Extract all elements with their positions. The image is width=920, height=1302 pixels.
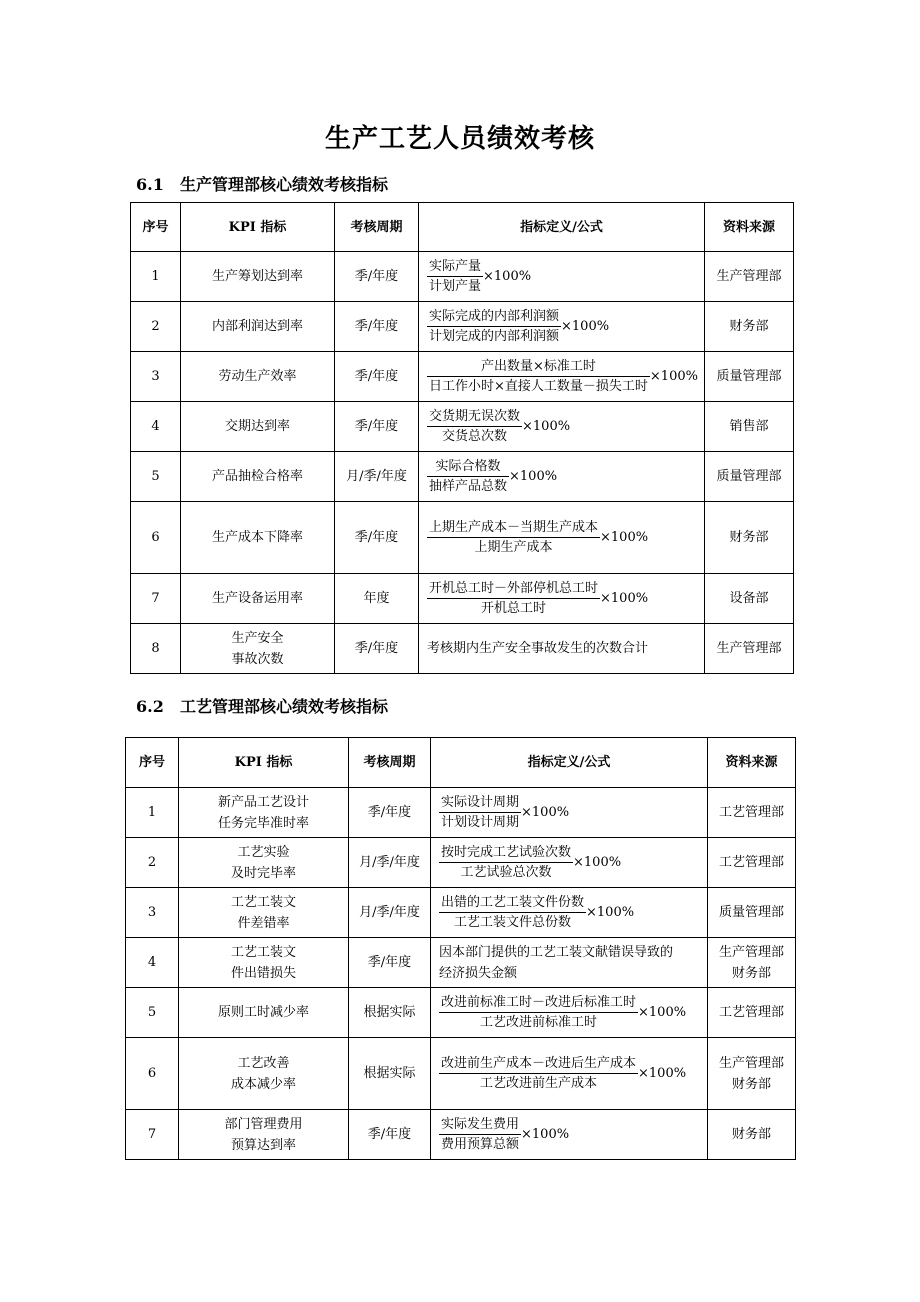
- row-number: 5: [131, 452, 181, 502]
- formula-numerator: 改进前生产成本－改进后生产成本: [439, 1055, 638, 1074]
- kpi-table-process: [125, 737, 796, 1160]
- formula-cell: [431, 888, 708, 938]
- row-number: 7: [131, 574, 181, 624]
- header-source: 资料来源: [708, 738, 796, 788]
- formula-numerator: 上期生产成本－当期生产成本: [427, 519, 600, 538]
- formula-fraction: [427, 308, 561, 345]
- kpi-name: [179, 788, 349, 838]
- formula-numerator: 出错的工艺工装文件份数: [439, 894, 586, 913]
- kpi-name-line: 工艺工装文: [230, 944, 296, 960]
- header-no: 序号: [126, 738, 179, 788]
- header-formula: 指标定义/公式: [431, 738, 708, 788]
- data-source-line: 生产管理部: [716, 641, 782, 656]
- assessment-period: 季/年度: [335, 402, 419, 452]
- formula-cell: [419, 352, 705, 402]
- assessment-period: 月/季/年度: [349, 888, 431, 938]
- section-1-heading: [136, 172, 388, 195]
- formula-cell: [431, 838, 708, 888]
- kpi-name-line: 生产设备运用率: [211, 591, 303, 606]
- formula-numerator: 实际发生费用: [439, 1116, 521, 1135]
- kpi-name: [179, 938, 349, 988]
- assessment-period: 根据实际: [349, 988, 431, 1038]
- kpi-name-line: 工艺改善: [237, 1055, 290, 1071]
- formula-cell: [431, 1038, 708, 1110]
- assessment-period: 季/年度: [335, 302, 419, 352]
- formula-numerator: 实际设计周期: [439, 794, 521, 813]
- assessment-period: 季/年度: [349, 1110, 431, 1160]
- kpi-table-production: [130, 202, 794, 674]
- header-no: 序号: [131, 203, 181, 252]
- table-row: [131, 452, 794, 502]
- data-source: [705, 452, 794, 502]
- data-source-line: 设备部: [729, 591, 769, 606]
- assessment-period: 季/年度: [335, 252, 419, 302]
- kpi-name-line: 劳动生产效率: [218, 369, 297, 384]
- header-period: 考核周期: [349, 738, 431, 788]
- row-number: 3: [131, 352, 181, 402]
- kpi-name-line: 新产品工艺设计: [217, 794, 309, 810]
- data-source-line: 工艺管理部: [718, 855, 784, 870]
- formula-multiplier: ×100%: [561, 319, 610, 334]
- kpi-name-line: 生产成本下降率: [211, 530, 303, 545]
- assessment-period: 月/季/年度: [335, 452, 419, 502]
- formula-numerator: 交货期无误次数: [427, 408, 522, 427]
- row-number: 1: [131, 252, 181, 302]
- kpi-name-line: 工艺实验: [237, 844, 290, 860]
- data-source-line: 销售部: [729, 419, 769, 434]
- kpi-name-line: 生产安全: [231, 630, 284, 646]
- formula-multiplier: ×100%: [521, 1127, 570, 1142]
- formula-fraction: [439, 844, 573, 881]
- formula-fraction: [427, 519, 600, 556]
- data-source: [708, 1110, 796, 1160]
- data-source: [705, 302, 794, 352]
- data-source-line: 财务部: [729, 319, 769, 334]
- formula-denominator: 抽样产品总数: [429, 479, 508, 494]
- formula-text-line: 经济损失金额: [439, 965, 518, 981]
- data-source: [705, 352, 794, 402]
- page-title: 生产工艺人员绩效考核: [324, 124, 595, 154]
- formula-numerator: 实际完成的内部利润额: [427, 308, 561, 327]
- assessment-period: 月/季/年度: [349, 838, 431, 888]
- table-row: [131, 624, 794, 674]
- kpi-name: [181, 624, 335, 674]
- formula-multiplier: ×100%: [638, 1005, 687, 1020]
- data-source: [708, 1038, 796, 1110]
- kpi-name: [179, 1038, 349, 1110]
- table-row: [126, 788, 796, 838]
- row-number: 2: [131, 302, 181, 352]
- table-row: [126, 888, 796, 938]
- row-number: 1: [126, 788, 179, 838]
- row-number: 6: [131, 502, 181, 574]
- data-source-line: 财务部: [731, 1076, 771, 1092]
- formula-cell: [419, 574, 705, 624]
- data-source: [705, 624, 794, 674]
- formula-numerator: 改进前标准工时－改进后标准工时: [439, 994, 638, 1013]
- formula-numerator: 按时完成工艺试验次数: [439, 844, 573, 863]
- data-source-line: 质量管理部: [716, 369, 782, 384]
- table-row: [126, 938, 796, 988]
- kpi-name: [181, 574, 335, 624]
- assessment-period: 季/年度: [349, 938, 431, 988]
- formula-denominator: 开机总工时: [481, 601, 547, 616]
- table-row: [126, 838, 796, 888]
- kpi-name-line: 及时完毕率: [230, 865, 296, 881]
- table-row: [126, 988, 796, 1038]
- kpi-name-line: 件差错率: [237, 915, 290, 931]
- kpi-name: [181, 352, 335, 402]
- formula-multiplier: ×100%: [483, 269, 532, 284]
- formula-fraction: [439, 1116, 521, 1153]
- kpi-name-line: 生产筹划达到率: [211, 269, 303, 284]
- formula-denominator: 工艺试验总次数: [460, 865, 552, 880]
- kpi-name: [179, 988, 349, 1038]
- formula-denominator: 费用预算总额: [441, 1137, 520, 1152]
- section-1-title: 生产管理部核心绩效考核指标: [180, 175, 389, 194]
- kpi-name-line: 交期达到率: [224, 419, 290, 434]
- data-source-line: 生产管理部: [718, 944, 784, 960]
- kpi-name-line: 件出错损失: [230, 965, 296, 981]
- row-number: 8: [131, 624, 181, 674]
- formula-cell: [419, 452, 705, 502]
- kpi-name-line: 内部利润达到率: [211, 319, 303, 334]
- kpi-name-line: 事故次数: [231, 651, 284, 667]
- data-source: [705, 402, 794, 452]
- kpi-name: [181, 252, 335, 302]
- formula-multiplier: ×100%: [649, 369, 698, 384]
- formula-denominator: 日工作小时×直接人工数量－损失工时: [429, 379, 648, 394]
- section-2-heading: [136, 694, 388, 717]
- data-source-line: 财务部: [731, 1127, 771, 1142]
- data-source: [708, 838, 796, 888]
- formula-cell: [431, 788, 708, 838]
- row-number: 4: [131, 402, 181, 452]
- kpi-name-line: 产品抽检合格率: [211, 469, 303, 484]
- kpi-name: [179, 838, 349, 888]
- header-kpi: KPI 指标: [181, 203, 335, 252]
- formula-denominator: 计划设计周期: [441, 815, 520, 830]
- formula-fraction: [427, 358, 650, 395]
- kpi-name: [181, 452, 335, 502]
- kpi-name-line: 工艺工装文: [230, 894, 296, 910]
- data-source-line: 生产管理部: [716, 269, 782, 284]
- data-source: [705, 574, 794, 624]
- table-header-row: [126, 738, 796, 788]
- formula-text-line: 因本部门提供的工艺工装文献错误导致的: [439, 944, 674, 960]
- data-source-line: 工艺管理部: [718, 805, 784, 820]
- formula-cell: [431, 1110, 708, 1160]
- formula-multiplier: ×100%: [573, 855, 622, 870]
- kpi-name-line: 部门管理费用: [224, 1116, 303, 1132]
- formula-denominator: 计划完成的内部利润额: [429, 329, 560, 344]
- formula-fraction: [427, 458, 509, 495]
- formula-cell: [419, 502, 705, 574]
- formula-fraction: [427, 408, 522, 445]
- data-source-line: 质量管理部: [716, 469, 782, 484]
- formula-multiplier: ×100%: [600, 530, 649, 545]
- row-number: 4: [126, 938, 179, 988]
- formula-denominator: 工艺改进前标准工时: [480, 1015, 598, 1030]
- formula-cell: [431, 988, 708, 1038]
- kpi-name: [179, 888, 349, 938]
- data-source-line: 财务部: [731, 965, 771, 981]
- formula-text-line: 考核期内生产安全事故发生的次数合计: [427, 641, 649, 656]
- formula-multiplier: ×100%: [521, 805, 570, 820]
- formula-numerator: 实际产量: [427, 258, 483, 277]
- data-source: [705, 252, 794, 302]
- table-row: [131, 402, 794, 452]
- row-number: 3: [126, 888, 179, 938]
- section-1-number: 6.1: [136, 175, 164, 194]
- formula-cell: [419, 402, 705, 452]
- formula-cell: [419, 252, 705, 302]
- formula-numerator: 实际合格数: [427, 458, 509, 477]
- header-formula: 指标定义/公式: [419, 203, 705, 252]
- table-row: [131, 302, 794, 352]
- data-source: [705, 502, 794, 574]
- kpi-name: [179, 1110, 349, 1160]
- row-number: 5: [126, 988, 179, 1038]
- data-source: [708, 888, 796, 938]
- formula-cell: [419, 302, 705, 352]
- formula-numerator: 产出数量×标准工时: [427, 358, 650, 377]
- formula-fraction: [439, 794, 521, 831]
- table-row: [131, 502, 794, 574]
- formula-fraction: [439, 994, 638, 1031]
- formula-fraction: [427, 580, 600, 617]
- data-source: [708, 788, 796, 838]
- section-2-number: 6.2: [136, 697, 164, 716]
- kpi-name-line: 预算达到率: [230, 1137, 296, 1153]
- formula-denominator: 上期生产成本: [474, 540, 553, 555]
- data-source-line: 财务部: [729, 530, 769, 545]
- table-row: [131, 574, 794, 624]
- data-source: [708, 938, 796, 988]
- table-row: [131, 252, 794, 302]
- section-2-title: 工艺管理部核心绩效考核指标: [180, 697, 389, 716]
- kpi-name: [181, 402, 335, 452]
- formula-multiplier: ×100%: [586, 905, 635, 920]
- table-row: [131, 352, 794, 402]
- kpi-name-line: 成本减少率: [230, 1076, 296, 1092]
- kpi-name-line: 原则工时减少率: [217, 1005, 309, 1020]
- data-source-line: 生产管理部: [718, 1055, 784, 1071]
- row-number: 2: [126, 838, 179, 888]
- table-row: [126, 1110, 796, 1160]
- kpi-name: [181, 302, 335, 352]
- header-period: 考核周期: [335, 203, 419, 252]
- formula-denominator: 工艺工装文件总份数: [454, 915, 572, 930]
- formula-denominator: 计划产量: [429, 279, 482, 294]
- row-number: 6: [126, 1038, 179, 1110]
- formula-fraction: [439, 894, 586, 931]
- formula-multiplier: ×100%: [638, 1066, 687, 1081]
- data-source-line: 质量管理部: [718, 905, 784, 920]
- formula-fraction: [427, 258, 483, 295]
- table-header-row: [131, 203, 794, 252]
- row-number: 7: [126, 1110, 179, 1160]
- data-source: [708, 988, 796, 1038]
- formula-cell: [419, 624, 705, 674]
- formula-cell: [431, 938, 708, 988]
- formula-numerator: 开机总工时－外部停机总工时: [427, 580, 600, 599]
- assessment-period: 季/年度: [335, 502, 419, 574]
- assessment-period: 根据实际: [349, 1038, 431, 1110]
- formula-multiplier: ×100%: [509, 469, 558, 484]
- assessment-period: 季/年度: [349, 788, 431, 838]
- header-source: 资料来源: [705, 203, 794, 252]
- table-row: [126, 1038, 796, 1110]
- header-kpi: KPI 指标: [179, 738, 349, 788]
- formula-multiplier: ×100%: [600, 591, 649, 606]
- assessment-period: 年度: [335, 574, 419, 624]
- formula-fraction: [439, 1055, 638, 1092]
- kpi-name-line: 任务完毕准时率: [217, 815, 309, 831]
- formula-denominator: 交货总次数: [442, 429, 508, 444]
- formula-denominator: 工艺改进前生产成本: [480, 1076, 598, 1091]
- kpi-name: [181, 502, 335, 574]
- assessment-period: 季/年度: [335, 624, 419, 674]
- assessment-period: 季/年度: [335, 352, 419, 402]
- formula-multiplier: ×100%: [522, 419, 571, 434]
- data-source-line: 工艺管理部: [718, 1005, 784, 1020]
